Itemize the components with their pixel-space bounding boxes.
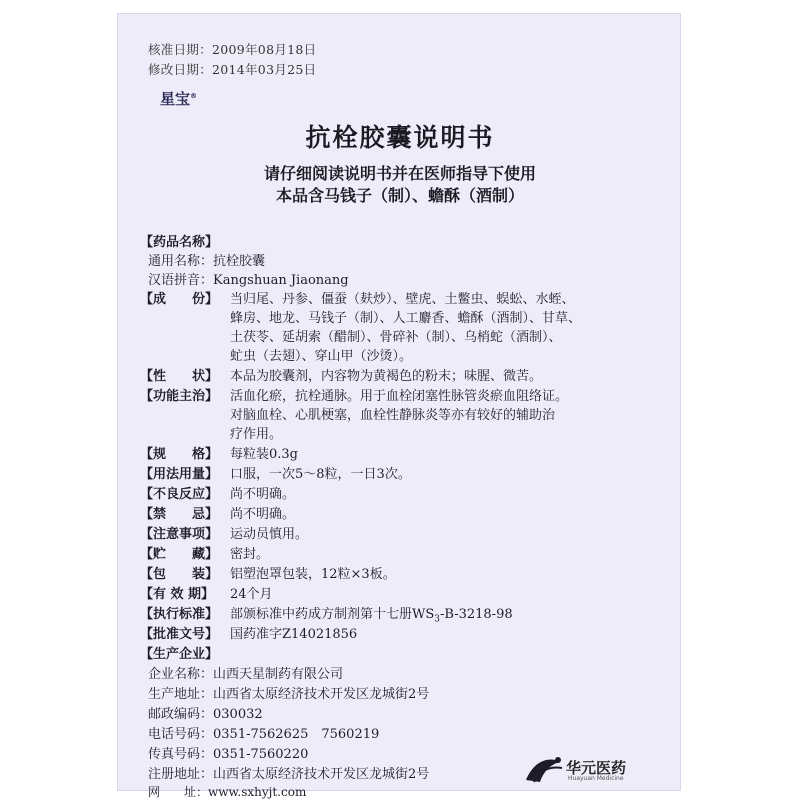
standard-subscript: 3	[434, 614, 441, 625]
usage-notice: 请仔细阅读说明书并在医师指导下使用	[263, 164, 536, 183]
indications-line-1: 活血化瘀，抗栓通脉。用于血栓闭塞性脉管炎瘀血阻络证。	[230, 389, 569, 404]
manufacturer-label: 【生产企业】	[140, 647, 219, 662]
storage-label: 【贮 藏】	[140, 547, 219, 562]
ingredients-line-3: 土茯苓、延胡索（醋制）、骨碎补（制）、乌梢蛇（酒制）、	[230, 330, 562, 345]
ingredients-line-2: 蜂房、地龙、马钱子（制）、人工麝香、蟾酥（酒制）、甘草、	[230, 311, 582, 326]
ingredients-label: 【成 份】	[140, 292, 219, 307]
dosage-text: 口服，一次5～8粒，一日3次。	[230, 467, 411, 482]
contraindications-label: 【禁 忌】	[140, 507, 219, 522]
indications-line-2: 对脑血栓、心肌梗塞，血栓性静脉炎等亦有较好的辅助治	[230, 408, 556, 423]
production-address: 生产地址：山西省太原经济技术开发区龙城街2号	[148, 687, 430, 702]
indications-label: 【功能主治】	[140, 389, 219, 404]
ingredients-line-4: 虻虫（去翅）、穿山甲（沙烫）。	[230, 349, 413, 364]
package-label: 【包 装】	[140, 567, 219, 582]
drug-name-label: 【药品名称】	[140, 235, 219, 250]
ingredient-warning: 本品含马钱子（制）、蟾酥（酒制）	[275, 186, 524, 205]
company-name: 企业名称：山西天星制药有限公司	[148, 667, 344, 682]
ingredients-line-1: 当归尾、丹参、僵蚕（麸炒）、壁虎、土鳖虫、蜈蚣、水蛭、	[230, 292, 575, 307]
standard-prefix: 部颁标准中药成方制剂第十七册WS	[230, 607, 435, 622]
revision-date: 修改日期：2014年03月25日	[148, 62, 317, 77]
approval-date: 核准日期：2009年08月18日	[148, 42, 317, 57]
validity-label: 【有 效 期】	[140, 587, 215, 602]
registered-mark: ®	[190, 92, 198, 100]
package-text: 铝塑泡罩包装，12粒×3板。	[230, 567, 396, 582]
spec-text: 每粒装0.3g	[230, 447, 298, 462]
precautions-label: 【注意事项】	[140, 527, 219, 542]
contraindications-text: 尚不明确。	[230, 507, 296, 522]
indications-line-3: 疗作用。	[230, 427, 283, 442]
dosage-label: 【用法用量】	[140, 467, 219, 482]
website: 网 址：www.sxhyjt.com	[148, 785, 307, 799]
properties-label: 【性 状】	[140, 369, 219, 384]
approval-number: 国药准字Z14021856	[230, 627, 358, 642]
footer-logo-name: 华元医药	[566, 759, 627, 777]
validity-text: 24个月	[230, 587, 273, 602]
phone-number: 电话号码：0351-7562625 7560219	[148, 727, 380, 742]
approval-number-label: 【批准文号】	[140, 627, 219, 642]
properties-text: 本品为胶囊剂，内容物为黄褐色的粉末；味腥、微苦。	[230, 369, 543, 384]
storage-text: 密封。	[230, 547, 270, 562]
precautions-text: 运动员慎用。	[230, 527, 309, 542]
adverse-text: 尚不明确。	[230, 487, 296, 502]
brand-logo	[160, 88, 197, 109]
standard-text	[230, 603, 513, 625]
brand-name: 星宝	[160, 90, 191, 108]
standard-suffix: -B-3218-98	[440, 607, 513, 622]
footer-logo-subtitle: Huayuan Medicine	[568, 775, 624, 782]
registered-address: 注册地址：山西省太原经济技术开发区龙城街2号	[148, 767, 430, 782]
postal-code: 邮政编码：030032	[148, 707, 263, 722]
document-title: 抗栓胶囊说明书	[305, 123, 495, 152]
standard-label: 【执行标准】	[140, 607, 219, 622]
generic-name: 通用名称：抗栓胶囊	[148, 254, 266, 269]
spec-label: 【规 格】	[140, 447, 219, 462]
fax-number: 传真号码：0351-7560220	[148, 747, 309, 762]
pinyin-name: 汉语拼音：Kangshuan Jiaonang	[148, 273, 349, 288]
adverse-label: 【不良反应】	[140, 487, 219, 502]
